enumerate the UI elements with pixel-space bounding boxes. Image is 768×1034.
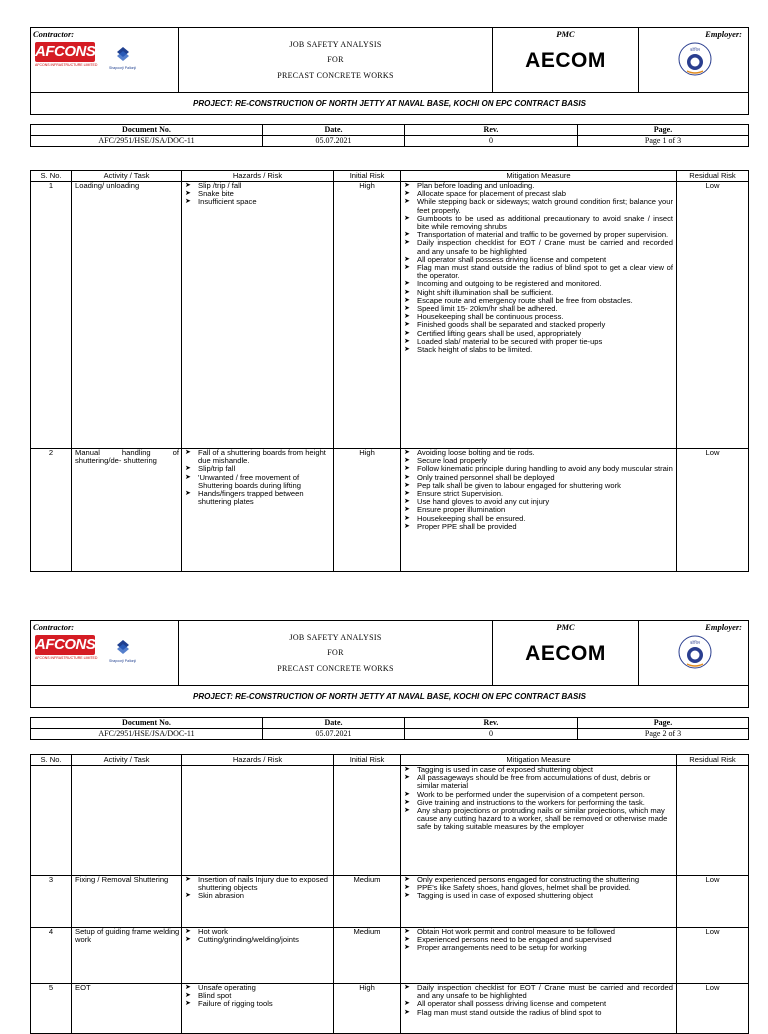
- doc-date: 05.07.2021: [263, 729, 405, 740]
- doc-no: AFC/2951/HSE/JSA/DOC-11: [31, 136, 263, 147]
- list-item: ➤ Only experienced persons engaged for constructing the shuttering: [401, 876, 676, 884]
- list-item: ➤ PPE's like Safety shoes, hand gloves, helmet shall be provided.: [401, 884, 676, 892]
- employer-label: Employer:: [705, 29, 742, 39]
- cell-residual-risk: Low: [677, 984, 749, 1034]
- list-item: ➤ Slip /trip / fall: [182, 182, 333, 190]
- bullet-list: [182, 928, 333, 944]
- list-item: ➤ Any sharp projections or protruding nails or similar projections, which may cause any cutting hazard to a worker, shall be removed or otherwise made safe by taking suitable measures by the employer: [401, 807, 676, 832]
- cell-sno: 4: [31, 928, 72, 984]
- shapoorji-text: Shapoorji Pallonji: [109, 659, 137, 663]
- afcons-logo: AFCONS AFCONS INFRASTRUCTURE LIMITED: [35, 636, 98, 660]
- list-item: ➤ Speed limit 15- 20km/hr shall be adhered.: [401, 305, 676, 313]
- cell-initial-risk: Medium: [334, 928, 401, 984]
- contractor-label: Contractor:: [33, 29, 75, 39]
- list-item: ➤ Finished goods shall be separated and stacked properly: [401, 321, 676, 329]
- col-residual-risk: Residual Risk: [677, 171, 749, 182]
- list-item: ➤ Skin abrasion: [182, 892, 333, 900]
- doc-no: AFC/2951/HSE/JSA/DOC-11: [31, 729, 263, 740]
- page-number: Page 2 of 3: [578, 729, 749, 740]
- list-item: ➤ Plan before loading and unloading.: [401, 182, 676, 190]
- bullet-list: [182, 984, 333, 1009]
- cell-activity: Fixing / Removal Shuttering: [72, 876, 182, 928]
- cell-residual-risk: Low: [677, 928, 749, 984]
- list-item: ➤ While stepping back or sideways; watch ground condition first; balance your feet properly.: [401, 198, 676, 214]
- list-item: ➤ Avoiding loose bolting and tie rods.: [401, 449, 676, 457]
- list-item: ➤ Proper arrangements need to be setup for working: [401, 944, 676, 952]
- title-line-3: PRECAST CONCRETE WORKS: [277, 70, 394, 80]
- pmc-label: PMC: [556, 29, 575, 39]
- document-title: [179, 621, 493, 686]
- list-item: ➤ Proper PPE shall be provided: [401, 523, 676, 531]
- aecom-logo: AECOM: [525, 642, 606, 665]
- list-item: ➤ Escape route and emergency route shall be free from obstacles.: [401, 297, 676, 305]
- list-item: ➤ Fall of a shuttering boards from height due mishandle.: [182, 449, 333, 465]
- cell-initial-risk: High: [334, 182, 401, 449]
- table-row: [31, 766, 749, 876]
- pmc-label: PMC: [556, 622, 575, 632]
- list-item: ➤ Give training and instructions to the workers for performing the task.: [401, 799, 676, 807]
- rev-label: Rev.: [405, 125, 578, 136]
- list-item: ➤ Insufficient space: [182, 198, 333, 206]
- table-row: [31, 928, 749, 984]
- doc-no-label: Document No.: [31, 125, 263, 136]
- cell-initial-risk: High: [334, 449, 401, 572]
- title-line-2: FOR: [327, 648, 344, 658]
- cell-initial-risk: Medium: [334, 876, 401, 928]
- cell-mitigation: [401, 876, 677, 928]
- col-initial-risk: Initial Risk: [334, 171, 401, 182]
- list-item: ➤ Housekeeping shall be ensured.: [401, 515, 676, 523]
- list-item: ➤ Hot work: [182, 928, 333, 936]
- list-item: ➤ All passageways should be free from accumulations of dust, debris or similar material: [401, 774, 676, 790]
- title-line-3: PRECAST CONCRETE WORKS: [277, 663, 394, 673]
- col-activity: Activity / Task: [72, 171, 182, 182]
- list-item: ➤ Daily inspection checklist for EOT / Crane must be carried and recorded and any unsafe to be highlighted: [401, 984, 676, 1000]
- table-header-row: [31, 755, 749, 766]
- cell-initial-risk: High: [334, 984, 401, 1034]
- project-title: PROJECT: RE-CONSTRUCTION OF NORTH JETTY AT NAVAL BASE, KOCHI ON EPC CONTRACT BASIS: [31, 93, 749, 115]
- list-item: ➤ Work to be performed under the supervision of a competent person.: [401, 791, 676, 799]
- list-item: ➤ Tagging is used in case of exposed shuttering object: [401, 892, 676, 900]
- date-label: Date.: [263, 125, 405, 136]
- list-item: ➤ Cutting/grinding/welding/joints: [182, 936, 333, 944]
- col-hazards: Hazards / Risk: [182, 171, 334, 182]
- cell-sno: 3: [31, 876, 72, 928]
- list-item: ➤ Use hand gloves to avoid any cut injury: [401, 498, 676, 506]
- page-number: Page 1 of 3: [578, 136, 749, 147]
- cell-activity: Manual handling of shuttering/de- shuttering: [72, 449, 182, 572]
- list-item: ➤ Failure of rigging tools: [182, 1000, 333, 1008]
- list-item: ➤ Certified lifting gears shall be used, appropriately: [401, 330, 676, 338]
- date-label: Date.: [263, 718, 405, 729]
- cell-mitigation: [401, 766, 677, 876]
- jsa-table: [30, 754, 749, 1034]
- bullet-list: [401, 876, 676, 901]
- rev-label: Rev.: [405, 718, 578, 729]
- list-item: ➤ Transportation of material and traffic to be governed by proper supervision.: [401, 231, 676, 239]
- cell-hazards: [182, 984, 334, 1034]
- title-line-1: JOB SAFETY ANALYSIS: [289, 39, 382, 49]
- list-item: ➤ Snake bite: [182, 190, 333, 198]
- table-row: [31, 984, 749, 1034]
- shapoorji-text: Shapoorji Pallonji: [109, 66, 137, 70]
- cell-sno: 5: [31, 984, 72, 1034]
- list-item: ➤ Incoming and outgoing to be registered and monitored.: [401, 280, 676, 288]
- cell-hazards: [182, 766, 334, 876]
- title-line-2: FOR: [327, 55, 344, 65]
- list-item: ➤ Follow kinematic principle during handling to avoid any body muscular strain: [401, 465, 676, 473]
- col-sno: S. No.: [31, 755, 72, 766]
- list-item: ➤ Daily inspection checklist for EOT / Crane must be carried and recorded and any unsafe to be highlighted: [401, 239, 676, 255]
- list-item: ➤ Flag man must stand outside the radius of blind spot to get a clear view of the operator.: [401, 264, 676, 280]
- list-item: ➤ Slip/trip fall: [182, 465, 333, 473]
- cell-activity: Loading/ unloading: [72, 182, 182, 449]
- list-item: ➤ Secure load properly: [401, 457, 676, 465]
- cell-hazards: [182, 876, 334, 928]
- shapoorji-logo: [115, 639, 131, 657]
- col-sno: S. No.: [31, 171, 72, 182]
- list-item: ➤ Hands/fingers trapped between shuttering plates: [182, 490, 333, 506]
- list-item: ➤ All operator shall possess driving license and competent: [401, 1000, 676, 1008]
- list-item: ➤ Allocate space for placement of precast slab: [401, 190, 676, 198]
- cell-residual-risk: Low: [677, 449, 749, 572]
- document-meta: [30, 717, 749, 740]
- cell-hazards: [182, 928, 334, 984]
- cell-mitigation: [401, 984, 677, 1034]
- bullet-list: [401, 928, 676, 953]
- list-item: ➤ 'Unwanted / free movement of Shuttering boards during lifting: [182, 474, 333, 490]
- page-label: Page.: [578, 125, 749, 136]
- list-item: ➤ Unsafe operating: [182, 984, 333, 992]
- cell-activity: Setup of guiding frame welding work: [72, 928, 182, 984]
- col-residual-risk: Residual Risk: [677, 755, 749, 766]
- bullet-list: [401, 766, 676, 832]
- employer-cell: [639, 621, 749, 686]
- list-item: ➤ Loaded slab/ material to be secured with proper tie-ups: [401, 338, 676, 346]
- page-header: [30, 620, 749, 708]
- table-row: [31, 876, 749, 928]
- list-item: ➤ Housekeeping shall be continuous process.: [401, 313, 676, 321]
- aecom-logo: AECOM: [525, 49, 606, 72]
- list-item: ➤ Blind spot: [182, 992, 333, 1000]
- bullet-list: [182, 876, 333, 901]
- project-title: PROJECT: RE-CONSTRUCTION OF NORTH JETTY AT NAVAL BASE, KOCHI ON EPC CONTRACT BASIS: [31, 686, 749, 708]
- list-item: ➤ Gumboots to be used as additional precautionary to avoid snake / insect bite while removing shrubs: [401, 215, 676, 231]
- svg-text:कोचिन: कोचिन: [690, 47, 700, 52]
- contractor-label: Contractor:: [33, 622, 75, 632]
- list-item: ➤ Tagging is used in case of exposed shuttering object: [401, 766, 676, 774]
- col-mitigation: Mitigation Measure: [401, 755, 677, 766]
- col-activity: Activity / Task: [72, 755, 182, 766]
- doc-no-label: Document No.: [31, 718, 263, 729]
- list-item: ➤ Stack height of slabs to be limited.: [401, 346, 676, 354]
- list-item: ➤ Ensure proper illumination: [401, 506, 676, 514]
- list-item: ➤ Experienced persons need to be engaged and supervised: [401, 936, 676, 944]
- list-item: ➤ Obtain Hot work permit and control measure to be followed: [401, 928, 676, 936]
- list-item: ➤ Insertion of nails Injury due to exposed shuttering objects: [182, 876, 333, 892]
- list-item: ➤ Ensure strict Supervision.: [401, 490, 676, 498]
- list-item: ➤ All operator shall possess driving license and competent: [401, 256, 676, 264]
- list-item: ➤ Pep talk shall be given to labour engaged for shuttering work: [401, 482, 676, 490]
- list-item: ➤ Flag man must stand outside the radius of blind spot to: [401, 1009, 676, 1017]
- doc-rev: 0: [405, 136, 578, 147]
- title-line-1: JOB SAFETY ANALYSIS: [289, 632, 382, 642]
- cell-sno: 2: [31, 449, 72, 572]
- cell-sno: [31, 766, 72, 876]
- cell-initial-risk: [334, 766, 401, 876]
- bullet-list: [401, 984, 676, 1017]
- page-label: Page.: [578, 718, 749, 729]
- cell-residual-risk: [677, 766, 749, 876]
- svg-text:कोचिन: कोचिन: [690, 640, 700, 645]
- col-mitigation: Mitigation Measure: [401, 171, 677, 182]
- doc-date: 05.07.2021: [263, 136, 405, 147]
- contractor-cell: [31, 621, 179, 686]
- doc-rev: 0: [405, 729, 578, 740]
- col-initial-risk: Initial Risk: [334, 755, 401, 766]
- col-hazards: Hazards / Risk: [182, 755, 334, 766]
- employer-label: Employer:: [705, 622, 742, 632]
- afcons-logo: AFCONS AFCONS INFRASTRUCTURE LIMITED: [35, 43, 98, 67]
- list-item: ➤ Night shift illumination shall be sufficient.: [401, 289, 676, 297]
- cell-activity: EOT: [72, 984, 182, 1034]
- cell-activity: [72, 766, 182, 876]
- cell-mitigation: [401, 928, 677, 984]
- cell-sno: 1: [31, 182, 72, 449]
- cell-residual-risk: Low: [677, 182, 749, 449]
- cell-residual-risk: Low: [677, 876, 749, 928]
- list-item: ➤ Only trained personnel shall be deployed: [401, 474, 676, 482]
- pmc-cell: [493, 621, 639, 686]
- cochin-port-seal-icon: [677, 634, 713, 670]
